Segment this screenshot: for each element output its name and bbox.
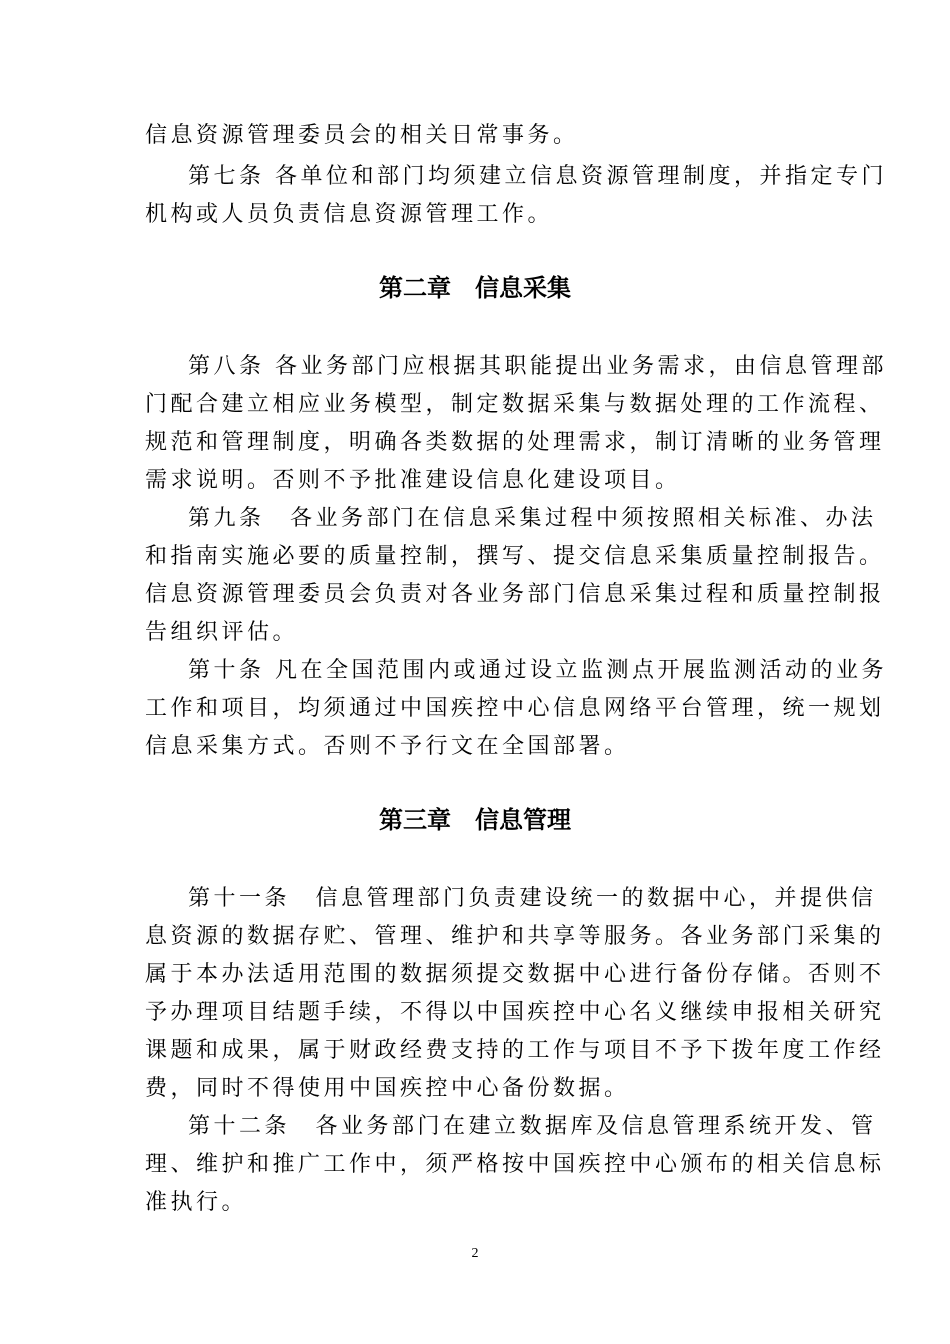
article-11-line: 课题和成果，属于财政经费支持的工作与项目不予下拨年度工作经 [145, 1038, 885, 1063]
article-12-line: 理、维护和推广工作中，须严格按中国疾控中心颁布的相关信息标 [145, 1152, 885, 1177]
article-12-line: 准执行。 [145, 1190, 248, 1215]
article-9-line: 告组织评估。 [145, 620, 299, 645]
chapter-3-heading: 第三章 信息管理 [379, 806, 571, 834]
article-7-line: 机构或人员负责信息资源管理工作。 [145, 202, 554, 227]
article-7-line: 第七条 各单位和部门均须建立信息资源管理制度，并指定专门 [188, 164, 887, 189]
article-8-line: 门配合建立相应业务模型，制定数据采集与数据处理的工作流程、 [145, 392, 885, 417]
article-9-line: 和指南实施必要的质量控制，撰写、提交信息采集质量控制报告。 [145, 544, 885, 569]
article-8-line: 规范和管理制度，明确各类数据的处理需求，制订清晰的业务管理 [145, 430, 885, 455]
article-12-line: 第十二条 各业务部门在建立数据库及信息管理系统开发、管 [188, 1114, 877, 1139]
article-8-line: 需求说明。否则不予批准建设信息化建设项目。 [145, 468, 681, 493]
article-11-line: 息资源的数据存贮、管理、维护和共享等服务。各业务部门采集的 [145, 924, 885, 949]
article-9-line: 第九条 各业务部门在信息采集过程中须按照相关标准、办法 [188, 506, 877, 531]
article-9-line: 信息资源管理委员会负责对各业务部门信息采集过程和质量控制报 [145, 582, 885, 607]
article-10-line: 信息采集方式。否则不予行文在全国部署。 [145, 734, 630, 759]
paragraph-line: 信息资源管理委员会的相关日常事务。 [145, 123, 579, 148]
article-8-line: 第八条 各业务部门应根据其职能提出业务需求，由信息管理部 [188, 354, 887, 379]
article-10-line: 第十条 凡在全国范围内或通过设立监测点开展监测活动的业务 [188, 658, 887, 683]
page-number: 2 [471, 1246, 479, 1261]
article-11-line: 属于本办法适用范围的数据须提交数据中心进行备份存储。否则不 [145, 962, 885, 987]
article-10-line: 工作和项目，均须通过中国疾控中心信息网络平台管理，统一规划 [145, 696, 885, 721]
article-11-line: 予办理项目结题手续，不得以中国疾控中心名义继续申报相关研究 [145, 1000, 885, 1025]
article-11-line: 费，同时不得使用中国疾控中心备份数据。 [145, 1076, 630, 1101]
article-11-line: 第十一条 信息管理部门负责建设统一的数据中心，并提供信 [188, 886, 877, 911]
chapter-2-heading: 第二章 信息采集 [379, 274, 571, 302]
